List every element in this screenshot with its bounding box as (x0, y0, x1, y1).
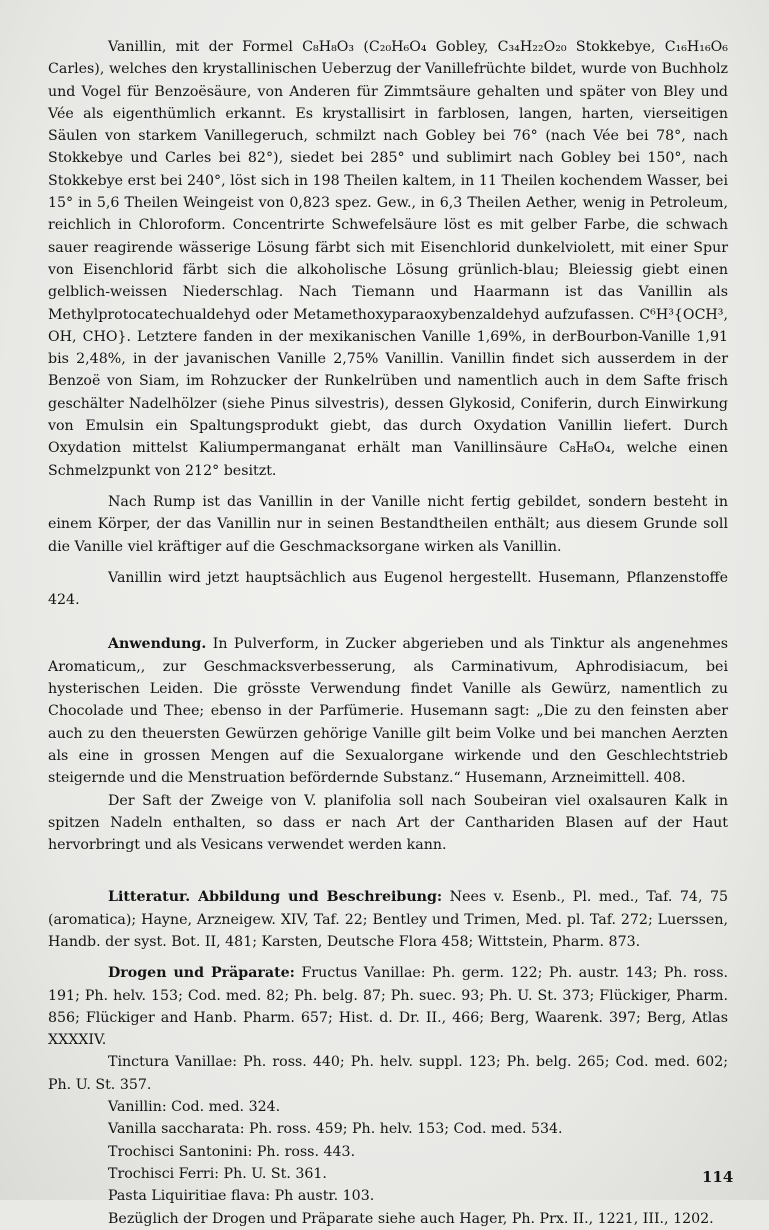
drogen-heading: Drogen und Präparate: (108, 965, 295, 982)
drogen-item: Trochisci Ferri: Ph. U. St. 361. (108, 1165, 327, 1182)
litteratur-text: Nees v. Esenb., Pl. med., Taf. 74, 75 (aromatica); Hayne, Arzneigew. XIV, Taf. 22; Bentley und Trimen, Med. pl. Taf. 272; Luerssen, Handb. der syst. Bot. II, 481; Karsten, Deutsche Flora 458; Wittstein, Pharm. 873. (48, 889, 729, 950)
paragraph-rump: Nach Rump ist das Vanillin in der Vanille nicht fertig gebildet, sondern besteht in einem Körper, der das Vanillin nur in seinen Bestandtheilen enthält; aus diesem Grunde soll die Vanille viel kräftiger auf die Geschmacksorgane wirken als Vanillin. (48, 493, 728, 555)
drogen-item: Pasta Liquiritiae flava: Ph austr. 103. (108, 1188, 375, 1205)
drogen-final-note: Bezüglich der Drogen und Präparate siehe auch Hager, Ph. Prx. II., 1221, III., 1202. (108, 1210, 714, 1227)
paragraph-planifolia: Der Saft der Zweige von V. planifolia soll nach Soubeiran viel oxalsauren Kalk in spitzen Nadeln enthalten, so dass er nach Art der Canthariden Blasen auf der Haut hervorbringt und als Vesicans verwendet werden kann. (48, 792, 728, 854)
drogen-item: Trochisci Santonini: Ph. ross. 443. (108, 1143, 356, 1160)
page-number: 114 (702, 1168, 734, 1186)
litteratur-heading: Litteratur. Abbildung und Beschreibung: (108, 889, 443, 906)
anwendung-heading: Anwendung. (108, 636, 207, 653)
section-anwendung (48, 633, 728, 789)
drogen-tinctura: Tinctura Vanillae: Ph. ross. 440; Ph. helv. suppl. 123; Ph. belg. 265; Cod. med. 602; Ph. U. St. 357. (48, 1054, 728, 1093)
drogen-item: Vanillin: Cod. med. 324. (108, 1099, 281, 1116)
section-litteratur (48, 886, 728, 953)
drogen-text: Fructus Vanillae: Ph. germ. 122; Ph. austr. 143; Ph. ross. 191; Ph. helv. 153; Cod. med. 82; Ph. belg. 87; Ph. suec. 93; Ph. U. St. 373; Flückiger, Pharm. 856; Flückiger and Hanb. Pharm. 657; Hist. d. Dr. II., 466; Berg, Waarenk. 397; Berg, Atlas XXXXIV. (48, 965, 728, 1049)
anwendung-text: In Pulverform, in Zucker abgerieben und als Tinktur als angenehmes Aromaticum,, zur Geschmacksverbesserung, als Carminativum, Aphrodisiacum, bei hysterischen Leiden. Die grösste Verwendung findet Vanille als Gewürz, namentlich zu Chocolade und Thee; ebenso in der Parfümerie. Husemann sagt: „Die zu den feinsten aber auch zu den theuersten Gewürzen gehörige Vanille gilt beim Volke und bei manchen Aerzten als eine in grossen Mengen auf die Sexualorgane wirkende und den Geschlechtstrieb steigernde und die Menstruation befördernde Substanz.“ Husemann, Arzneimittell. 408. (48, 636, 728, 787)
drogen-item: Vanilla saccharata: Ph. ross. 459; Ph. helv. 153; Cod. med. 534. (108, 1121, 563, 1138)
paragraph-vanillin-chemistry: Vanillin, mit der Formel C₈H₈O₃ (C₂₀H₆O₄ Gobley, C₃₄H₂₂O₂₀ Stokkebye, C₁₆H₁₆O₆ Carles), welches den krystallinischen Ueberzug der Vanillefrüchte bildet, wurde von Buchholz und Vogel für Benzoësäure, von Anderen für Zimmtsäure gehalten und später von Bley und Vée als eigenthümlich erkannt. Es krystallisirt in farblosen, langen, harten, vierseitigen Säulen von starkem Vanillegeruch, schmilzt nach Gobley bei 76° (nach Vée bei 78°, nach Stokkebye und Carles bei 82°), siedet bei 285° und sublimirt nach Gobley bei 150°, nach Stokkebye erst bei 240°, löst sich in 198 Theilen kaltem, in 11 Theilen kochendem Wasser, bei 15° in 5,6 Theilen Weingeist von 0,823 spez. Gew., in 6,3 Theilen Aether, wenig in Petroleum, reichlich in Chloroform. Concentrirte Schwefelsäure löst es mit gelber Farbe, die schwach sauer reagirende wässerige Lösung färbt sich mit Eisenchlorid dunkelviolett, mit einer Spur von Eisenchlorid färbt sich die alkoholische Lösung grünlich-blau; Bleiessig giebt einen gelblich-weissen Niederschlag. Nach Tiemann und Haarmann ist das Vanillin als Methylprotocatechualdehyd oder Metamethoxyparaoxybenzaldehyd aufzufassen. C⁶H³{OCH³, OH, CHO}. Letztere fanden in der mexikanischen Vanille 1,69%, in derBourbon-Vanille 1,91 bis 2,48%, in der javanischen Vanille 2,75% Vanillin. Vanillin findet sich ausserdem in der Benzoë von Siam, im Rohzucker der Runkelrüben und namentlich auch in dem Safte frisch geschälter Nadelhölzer (siehe Pinus silvestris), dessen Glykosid, Coniferin, durch Einwirkung von Emulsin ein Spaltungsprodukt giebt, das durch Oxydation Vanillin liefert. Durch Oxydation mittelst Kaliumpermanganat erhält man Vanillinsäure C₈H₈O₄, welche einen Schmelzpunkt von 212° besitzt. (48, 39, 728, 479)
paragraph-eugenol: Vanillin wird jetzt hauptsächlich aus Eugenol hergestellt. Husemann, Pflanzenstoffe 424. (48, 569, 728, 609)
section-drogen (48, 962, 728, 1051)
page-text (48, 36, 728, 1230)
